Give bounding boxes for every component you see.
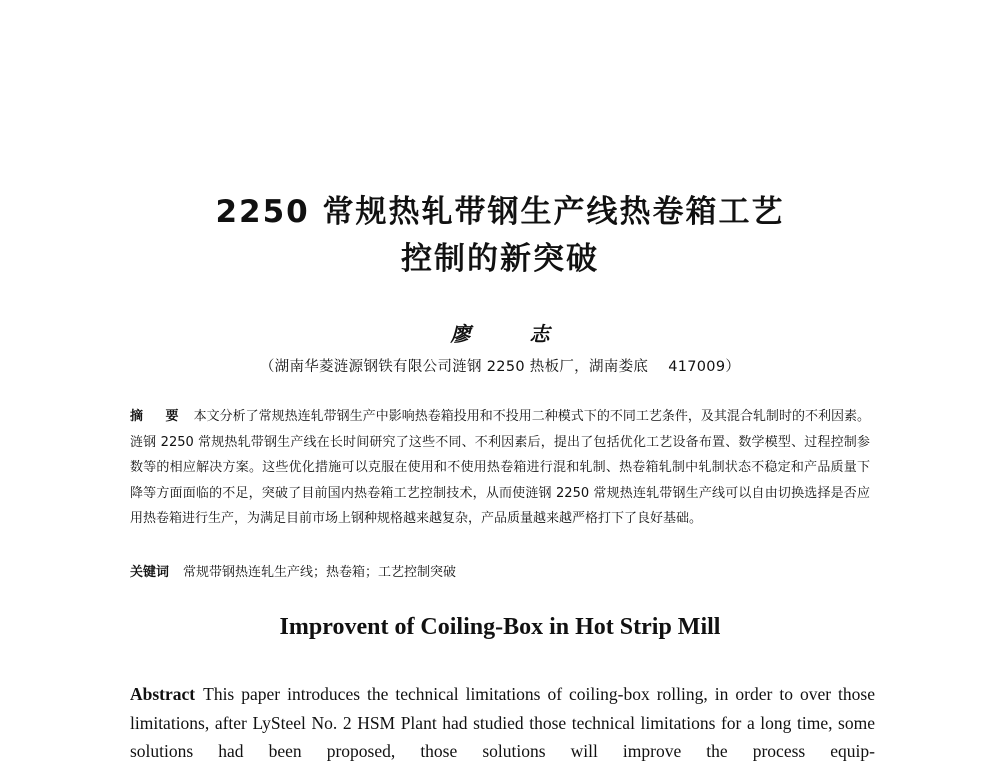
keywords-cn-text: 常规带钢热连轧生产线；热卷箱；工艺控制突破: [183, 565, 457, 580]
abstract-cn: [130, 404, 870, 532]
affiliation: [0, 355, 1000, 376]
abstract-en: [130, 680, 875, 766]
author-name: 廖 志: [450, 322, 576, 346]
affiliation-zip: 417009）: [668, 359, 741, 375]
keywords-cn-label: 关键词: [130, 565, 170, 580]
title-en: Improvent of Coiling-Box in Hot Strip Mill: [279, 614, 721, 640]
affiliation-text: （湖南华菱涟源钢铁有限公司涟钢 2250 热板厂，湖南娄底: [259, 359, 649, 375]
title-cn-line2: 控制的新突破: [401, 241, 599, 277]
abstract-cn-text: 本文分析了常规热连轧带钢生产中影响热卷箱投用和不投用二种模式下的不同工艺条件，及其混合轧制时的不利因素。涟钢 2250 常规热轧带钢生产线在长时间研究了这些不同、不利因素后，提出了包括优化工艺设备布置、数学模型、过程控制参数等的相应解决方案。这些优化措施可以克服在使用和不使用热卷箱进行混和轧制、热卷箱轧制中轧制状态不稳定和产品质量下降等方面面临的不足，突破了目前国内热卷箱工艺控制技术，从而使涟钢 2250 常规热连轧带钢生产线可以自由切换选择是否应用热卷箱进行生产，为满足目前市场上钢种规格越来越复杂，产品质量越来越严格打下了良好基础。: [130, 409, 870, 527]
abstract-en-text: This paper introduces the technical limitations of coiling-box rolling, in order to over those limitations, after LySteel No. 2 HSM Plant had studied those technical limitations for a long time, some solutions had been proposed, those solutions will improve the process equip-: [130, 684, 875, 761]
abstract-cn-label: 摘 要: [130, 409, 188, 424]
title-cn-line1: 2250 常规热轧带钢生产线热卷箱工艺: [215, 194, 785, 230]
keywords-cn: [130, 562, 870, 584]
abstract-en-label: Abstract: [130, 684, 196, 704]
